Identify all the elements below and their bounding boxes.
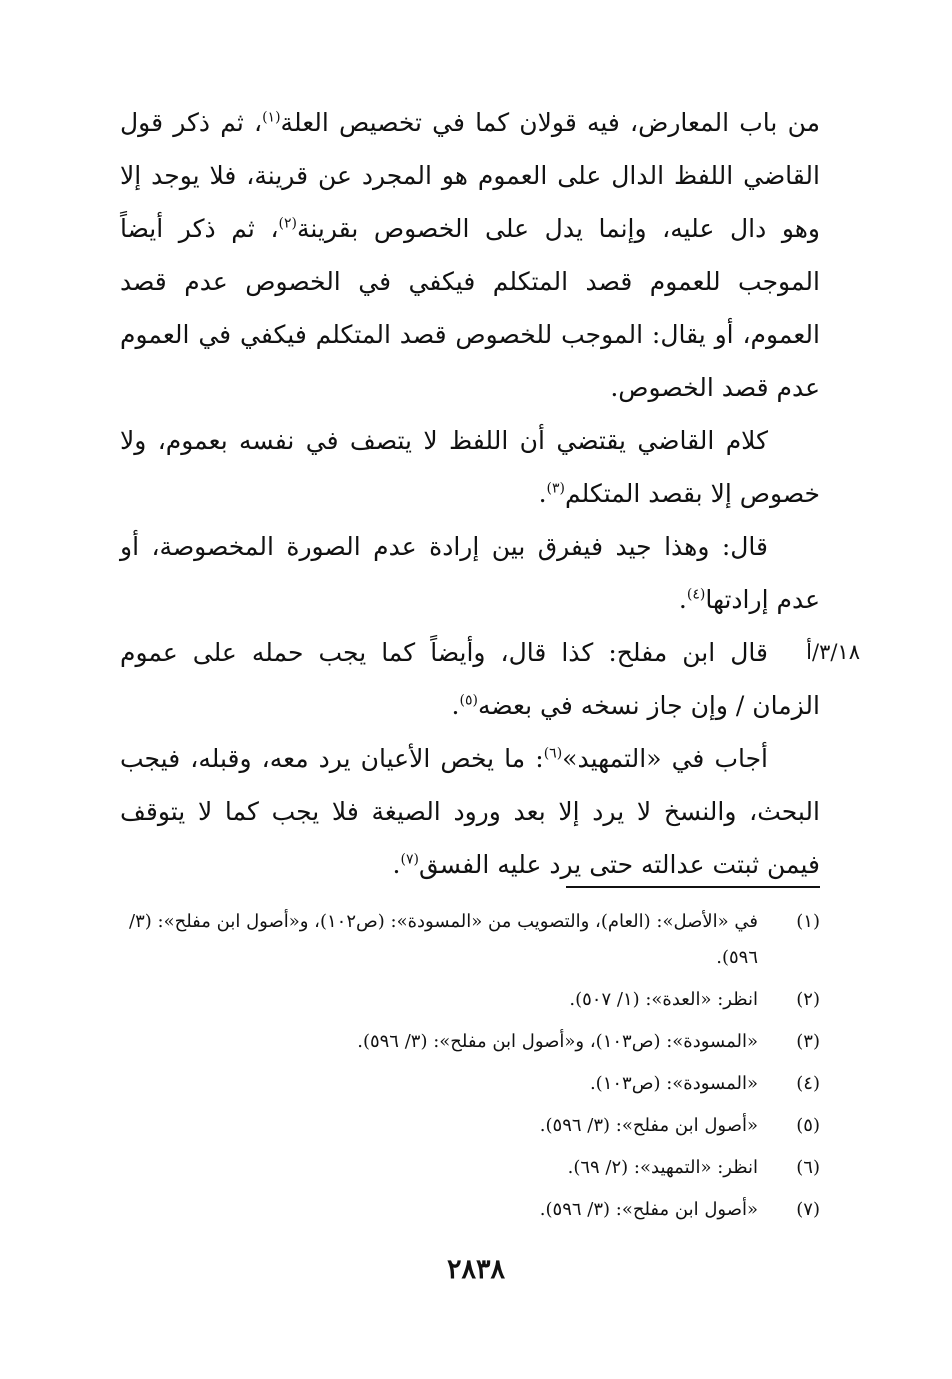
main-text: [120, 96, 860, 891]
paragraph: [120, 626, 860, 732]
paragraph: [120, 414, 820, 520]
footnote: [100, 1108, 820, 1144]
footnote-number: (٢): [796, 989, 820, 1010]
footnote-text: انظر: «العدة»: (١/ ٥٠٧).: [569, 989, 758, 1010]
manuscript-folio-ref: ٣/١٨/أ: [806, 640, 860, 664]
footnote-ref: (٦): [543, 745, 563, 762]
footnote-text: «المسودة»: (ص١٠٣).: [589, 1073, 758, 1094]
footnote-text: «أصول ابن مفلح»: (٣/ ٥٩٦).: [539, 1199, 758, 1220]
footnote-number: (١): [796, 911, 820, 932]
paragraph: [120, 520, 820, 626]
footnote-number: (٣): [796, 1031, 820, 1052]
paragraph-text: ، ثم ذكر قول القاضي اللفظ الدال على العموم هو المجرد عن قرينة، فلا يوجد إلا وهو دال عليه، وإنما يدل على الخصوص بقرينة: [120, 108, 820, 243]
paragraph-text: .: [538, 479, 547, 508]
footnote-text: انظر: «التمهيد»: (٢/ ٦٩).: [567, 1157, 758, 1178]
paragraph-text: أجاب في «التمهيد»: [562, 744, 769, 773]
paragraph-text: .: [451, 691, 460, 720]
footnote-text: «المسودة»: (ص١٠٣)، و«أصول ابن مفلح»: (٣/ ٥٩٦).: [357, 1031, 758, 1052]
page-number: ٢٨٣٨: [446, 1254, 505, 1285]
paragraph-text: قال: وهذا جيد فيفرق بين إرادة عدم الصورة المخصوصة، أو عدم إرادتها: [120, 532, 820, 614]
paragraph: [120, 732, 820, 891]
footnote-number: (٤): [796, 1073, 820, 1094]
footnote-number: (٦): [796, 1157, 820, 1178]
footnote-text: «أصول ابن مفلح»: (٣/ ٥٩٦).: [539, 1115, 758, 1136]
footnote: [100, 1024, 820, 1060]
footnote: [100, 1192, 820, 1228]
footnote-ref: (٧): [400, 851, 419, 868]
paragraph-text: : ما يخص الأعيان يرد معه، وقبله، فيجب البحث، والنسخ لا يرد إلا بعد ورود الصيغة فلا يجب كما لا يتوقف فيمن ثبتت عدالته حتى يرد عليه الفسق: [120, 744, 820, 879]
footnote-ref: (٥): [459, 692, 478, 709]
footnote: [100, 1150, 820, 1186]
footnote: [100, 982, 820, 1018]
footnotes: [100, 904, 820, 1234]
paragraph: [120, 96, 820, 414]
footnote-ref: (٢): [278, 215, 297, 232]
paragraph-text: ، ثم ذكر أيضاً الموجب للعموم قصد المتكلم فيكفي في الخصوص عدم قصد العموم، أو يقال: الموجب للخصوص قصد المتكلم فيكفي في العموم عدم قصد الخصوص.: [120, 214, 820, 402]
footnote: [100, 904, 820, 976]
paragraph-text: من باب المعارض، فيه قولان كما في تخصيص العلة: [280, 108, 820, 137]
paragraph-text: كلام القاضي يقتضي أن اللفظ لا يتصف في نفسه بعموم، ولا خصوص إلا بقصد المتكلم: [120, 426, 820, 508]
footnote-separator: [566, 886, 820, 888]
paragraph-text: .: [678, 585, 687, 614]
footnote-ref: (١): [262, 109, 281, 126]
footnote-text: في «الأصل»: (العام)، والتصويب من «المسودة»: (ص١٠٢)، و«أصول ابن مفلح»: (٣/ ٥٩٦).: [129, 911, 758, 968]
footnote: [100, 1066, 820, 1102]
footnote-number: (٥): [796, 1115, 820, 1136]
footnote-ref: (٣): [546, 480, 565, 497]
paragraph-text: .: [392, 850, 401, 879]
paragraph-text: قال ابن مفلح: كذا قال، وأيضاً كما يجب حمله على عموم الزمان / وإن جاز نسخه في بعضه: [120, 638, 820, 720]
footnote-number: (٧): [796, 1199, 820, 1220]
footnote-ref: (٤): [686, 586, 706, 603]
